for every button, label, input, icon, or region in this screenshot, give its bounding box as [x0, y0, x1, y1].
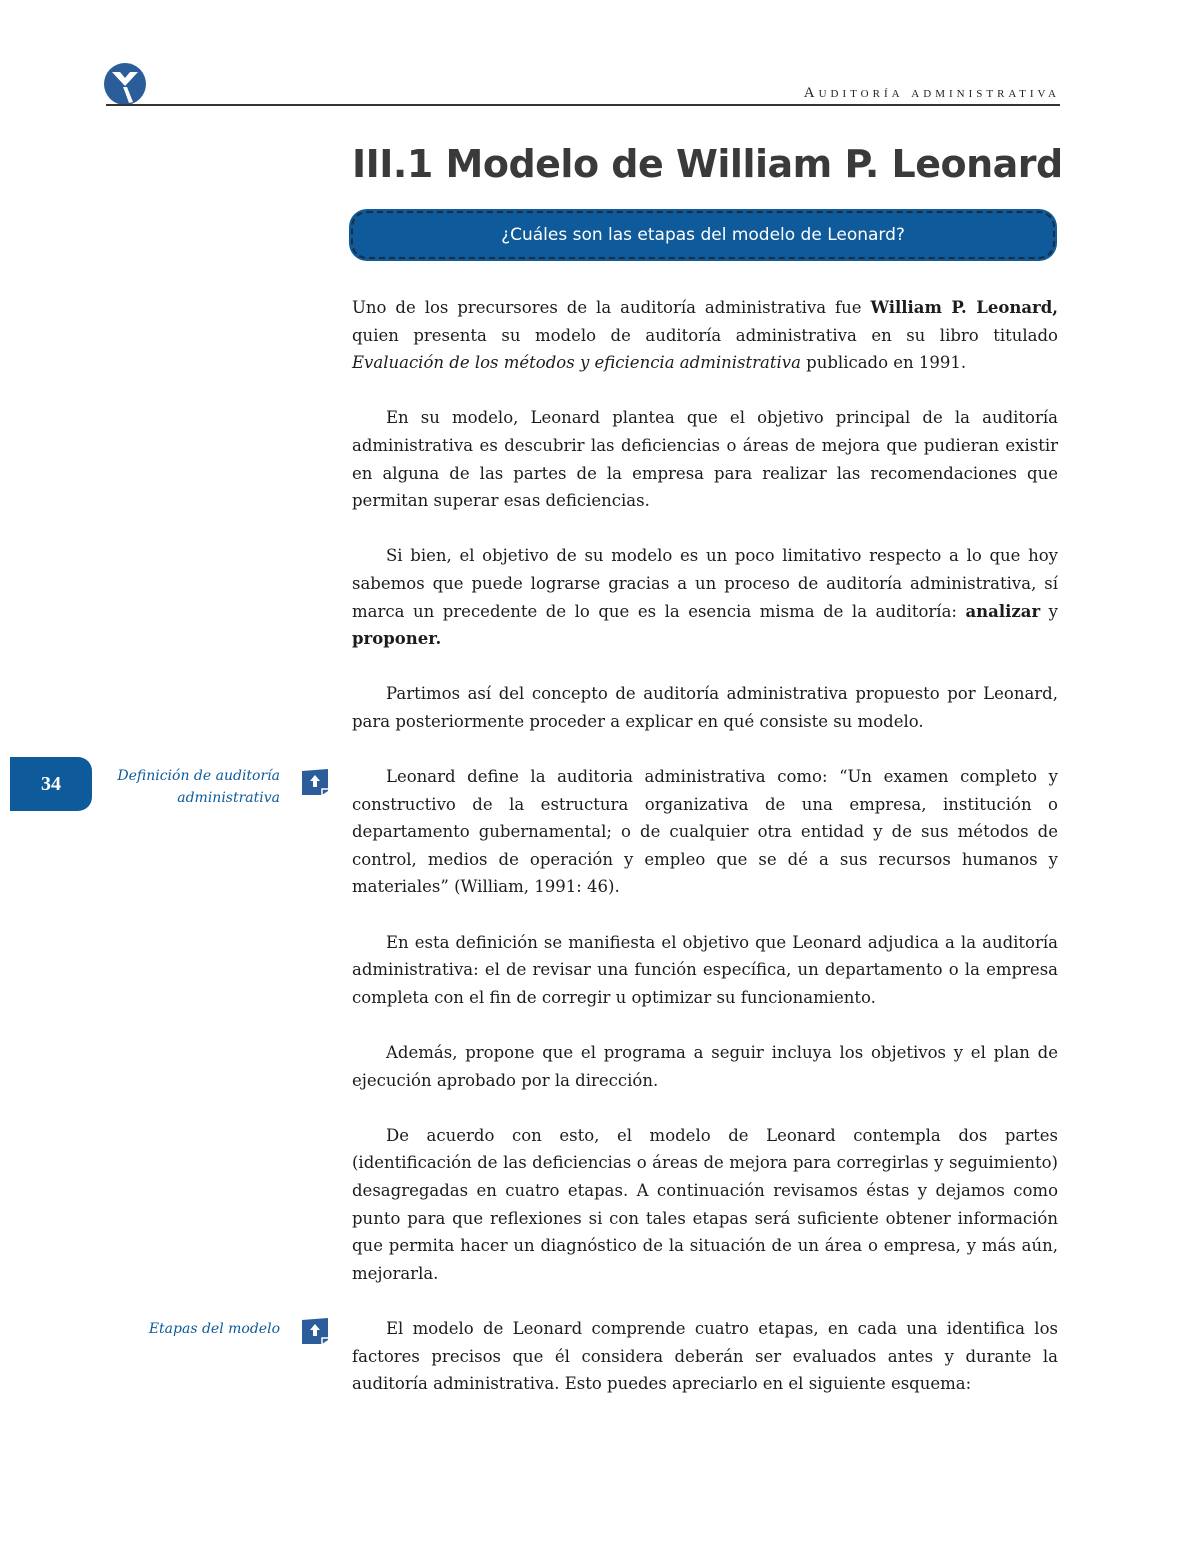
author-name: William P. Leonard, — [870, 298, 1059, 317]
keyword-analizar: analizar — [965, 601, 1041, 621]
paragraph-stages: El modelo de Leonard comprende cuatro etapas, en cada una identifica los factores precisos que él considera deberán ser evaluados antes y durante la auditoría administrativa. Esto puedes apreciarlo en el siguiente esquema: — [352, 1318, 1058, 1394]
section-title: III.1 Modelo de William P. Leonard — [352, 142, 1063, 186]
paragraph-intro — [352, 294, 1058, 377]
publisher-logo — [103, 62, 147, 106]
paragraph: En esta definición se manifiesta el objetivo que Leonard adjudica a la auditoría administrativa: el de revisar una función específica, un departamento o la empresa completa con el fin de corregir u optimizar su funcionamiento. — [352, 932, 1058, 1007]
margin-note-stages-text: Etapas del modelo — [148, 1321, 280, 1337]
margin-note-definition-line1: Definición de auditoría — [117, 768, 280, 784]
paragraph: Además, propone que el programa a seguir incluya los objetivos y el plan de ejecución aprobado por la dirección. — [352, 1043, 1058, 1090]
paragraph: En su modelo, Leonard plantea que el objetivo principal de la auditoría administrativa es descubrir las deficiencias o áreas de mejora que pudieran existir en alguna de las partes de la empresa para realizar las recomendaciones que permitan superar esas deficiencias. — [352, 408, 1058, 511]
book-title: Evaluación de los métodos y eficiencia administrativa — [352, 353, 801, 373]
text-run: Si bien, el objetivo de su modelo es un poco limitativo respecto a lo que hoy sabemos que puede lograrse gracias a un proceso de auditoría administrativa, sí marca un precedente de lo que es la esencia misma de la auditoría: — [352, 546, 1058, 621]
body-text — [352, 294, 1058, 1398]
paragraph-definition: Leonard define la auditoria administrativa como: “Un examen completo y constructivo de la estructura organizativa de una empresa, institución o departamento gubernamental; o de cualquier otra entidad y de sus métodos de control, medios de operación y empleo que se dé a sus recursos humanos y materiales” (William, 1991: 46). — [352, 767, 1058, 897]
page-number: 34 — [41, 772, 61, 795]
margin-note-definition-line2: administrativa — [177, 790, 280, 806]
question-text: ¿Cuáles son las etapas del modelo de Leonard? — [501, 225, 905, 245]
paragraph: Partimos así del concepto de auditoría administrativa propuesto por Leonard, para posteriormente proceder a explicar en qué consiste su modelo. — [352, 684, 1058, 731]
margin-note-stages — [80, 1318, 280, 1340]
header-rule — [106, 104, 1060, 106]
text-run: Uno de los precursores de la auditoría administrativa fue — [352, 298, 871, 317]
text-run: publicado en 1991. — [800, 353, 967, 373]
paragraph — [352, 542, 1058, 652]
margin-note-definition — [80, 765, 280, 809]
text-run: y — [1040, 601, 1058, 621]
text-run: quien presenta su modelo de auditoría administrativa en su libro titulado — [352, 325, 1058, 345]
question-banner — [351, 211, 1055, 259]
running-head: Auditoría administrativa — [803, 85, 1060, 101]
paragraph: De acuerdo con esto, el modelo de Leonard contempla dos partes (identificación de las deficiencias o áreas de mejora para corregirlas y seguimiento) desagregadas en cuatro etapas. A continuación revisamos éstas y dejamos como punto para que reflexiones si con tales etapas será suficiente obtener información que permita hacer un diagnóstico de la situación de un área o empresa, y más aún, mejorarla. — [352, 1125, 1058, 1283]
keyword-proponer: proponer. — [352, 629, 442, 649]
note-marker-icon — [299, 767, 331, 797]
note-marker-icon — [299, 1316, 331, 1346]
